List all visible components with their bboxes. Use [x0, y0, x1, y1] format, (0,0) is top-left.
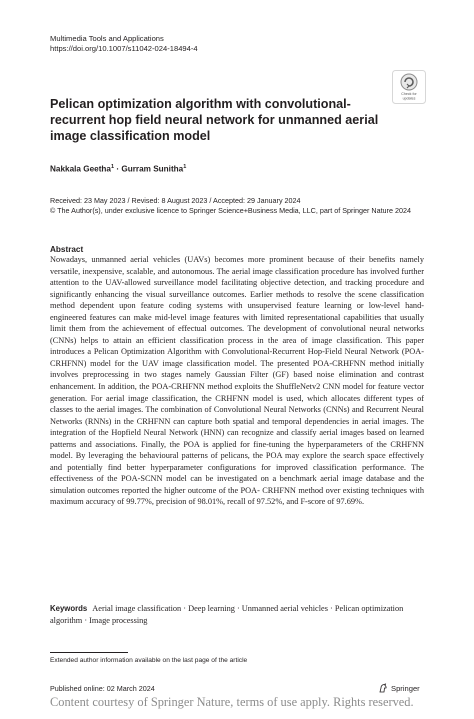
check-for-updates-badge[interactable] [392, 70, 426, 104]
affiliation-marker: 1 [111, 164, 115, 170]
svg-text:updates: updates [402, 96, 416, 101]
keywords-text: Aerial image classification · Deep learning · Unmanned aerial vehicles · Pelican optimization algorithm · Image processing [50, 604, 404, 625]
article-history [50, 196, 411, 215]
journal-header [50, 34, 198, 54]
affiliation-marker: 1 [183, 164, 187, 170]
keywords-section [50, 603, 424, 626]
journal-name: Multimedia Tools and Applications [50, 34, 164, 43]
check-for-updates-icon [392, 70, 426, 104]
history-dates: Received: 23 May 2023 / Revised: 8 August 2023 / Accepted: 29 January 2024 [50, 196, 301, 205]
svg-text:Check for: Check for [401, 92, 417, 96]
author-name[interactable]: Nakkala Geetha [50, 164, 111, 174]
publisher-logo [378, 683, 420, 693]
article-title: Pelican optimization algorithm with convolutional-recurrent hop field neural network for unmanned aerial image classification model [50, 97, 379, 143]
keywords-label: Keywords [50, 604, 88, 613]
doi-link[interactable]: https://doi.org/10.1007/s11042-024-18494-4 [50, 44, 198, 53]
springer-horse-icon [378, 683, 388, 693]
abstract-body: Nowadays, unmanned aerial vehicles (UAVs) becomes more prominent because of their benefits namely versatile, inexpensive, scalable, and autonomous. The aerial image classification procedure has involved further attention to the UAV-allowed surveillance model facilitating objective detection, and tracking procedure and significantly enhancing the visual surveillance outcomes. Earlier methods to resolve the scene classification method dependent upon feature coding systems with unsupervised feature learning or low-level hand-engineered features can make mid-level image features with limited representational capabilities that usually limit them from the achievement of effectual outcomes. The development of convolutional neural networks (CNNs) helps to attain an efficient classification process in the area of image classification. This paper introduces a Pelican Optimization Algorithm with Convolutional-Recurrent Hop-Field Neural Network (POA-CRHFNN) model for the UAV image classification model. The presented POA-CRHFNN method initially involves preprocessing in two stages namely Gaussian Filter (GF) based noise elimination and contrast enhancement. In addition, the POA-CRHFNN method exploits the ShuffleNetv2 CNN model for feature vector generation. For aerial image classification, the CRHFNN model is used, which allocates different types of classes to the aerial images. The combination of Convolutional Neural Networks (CNNs) and Recurrent Neural Networks (RNNs) in the CRHFNN can capture both spatial and temporal dependencies in aerial images. The integration of the Hopfield Neural Network (HNN) can recognize and classify aerial images based on learned patterns and associations. Finally, the POA is applied for fine-tuning the hyperparameters of the CRHFNN model. By leveraging the behavioural patterns of pelicans, the POA may explore the search space effectively and potentially find better hyperparameter configurations for improved classification performance. The effectiveness of the POA-SCNN model can be investigated on a benchmark aerial image database and the simulation outcomes reported the higher outcome of the POA- CRHFNN method over existing techniques with maximum accuracy of 99.77%, precision of 98.01%, recall of 97.52%, and F-score of 97.69%. [50, 255, 424, 507]
copyright-line: © The Author(s), under exclusive licence to Springer Science+Business Media, LLC, part of Springer Nature 2024 [50, 205, 411, 215]
author-separator: · [116, 164, 120, 174]
author-name[interactable]: Gurram Sunitha [121, 164, 184, 174]
publisher-name: Springer [391, 683, 420, 693]
author-list [50, 164, 186, 174]
published-date: Published online: 02 March 2024 [50, 684, 155, 693]
footnote-divider [50, 652, 128, 653]
courtesy-notice: Content courtesy of Springer Nature, terms of use apply. Rights reserved. [50, 695, 414, 709]
abstract-heading: Abstract [50, 245, 84, 254]
footnote: Extended author information available on the last page of the article [50, 657, 248, 664]
